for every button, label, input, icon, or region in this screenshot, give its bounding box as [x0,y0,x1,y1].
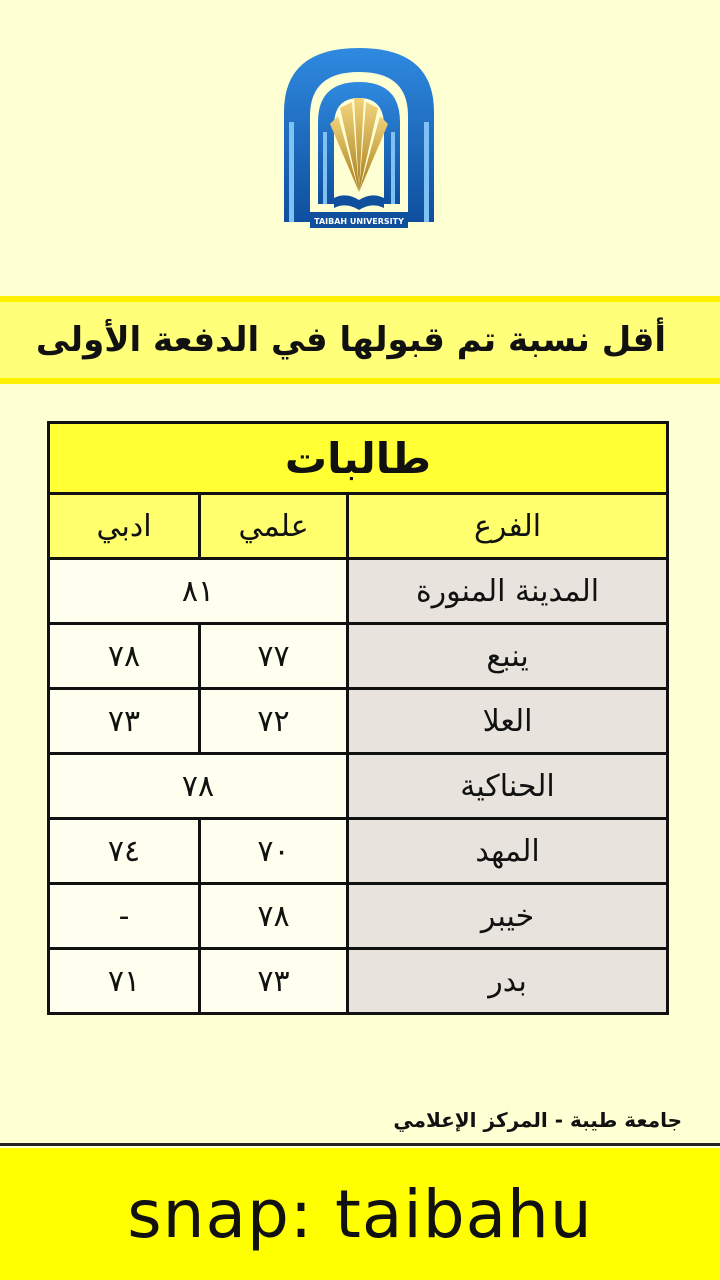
combined-score: ٧٨ [49,754,348,819]
branch-name: العلا [348,689,668,754]
table-row [49,624,668,689]
footer-credit: جامعة طيبة - المركز الإعلامي [393,1108,682,1132]
table-row [49,559,668,624]
branch-name: خيبر [348,884,668,949]
table-header-row [49,494,668,559]
taibah-university-logo [280,42,438,232]
table-row [49,819,668,884]
literary-score: ٧١ [49,949,200,1014]
header-branch: الفرع [348,494,668,559]
science-score: ٧٨ [200,884,348,949]
admission-results-table [47,421,669,1015]
branch-name: المهد [348,819,668,884]
headline-banner [0,296,720,384]
branch-name: ينبع [348,624,668,689]
branch-name: الحناكية [348,754,668,819]
snapchat-banner [0,1148,720,1280]
science-score: ٧٣ [200,949,348,1014]
svg-text:TAIBAH UNIVERSITY: TAIBAH UNIVERSITY [314,217,404,226]
headline-text: أقل نسبة تم قبولها في الدفعة الأولى [35,320,666,360]
literary-score: ٧٣ [49,689,200,754]
combined-score: ٨١ [49,559,348,624]
science-score: ٧٠ [200,819,348,884]
literary-score: - [49,884,200,949]
branch-name: بدر [348,949,668,1014]
table-row [49,689,668,754]
literary-score: ٧٤ [49,819,200,884]
table-row [49,949,668,1014]
header-science: علمي [200,494,348,559]
branch-name: المدينة المنورة [348,559,668,624]
table-row [49,884,668,949]
table-row [49,754,668,819]
science-score: ٧٧ [200,624,348,689]
header-literary: ادبي [49,494,200,559]
science-score: ٧٢ [200,689,348,754]
table-title: طالبات [49,423,668,494]
table-title-row [49,423,668,494]
literary-score: ٧٨ [49,624,200,689]
divider [0,1143,720,1146]
snapchat-handle: snap: taibahu [127,1175,593,1253]
